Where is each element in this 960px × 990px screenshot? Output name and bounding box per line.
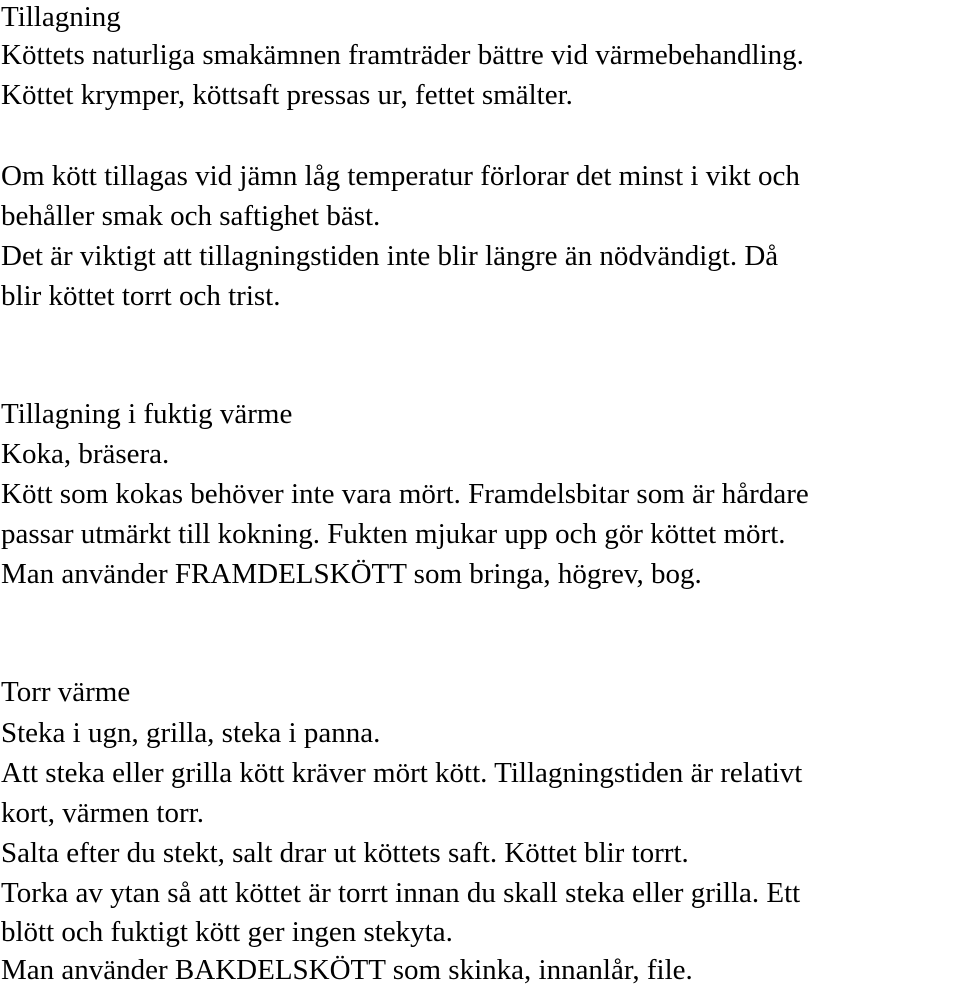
text-line: Salta efter du stekt, salt drar ut köttets saft. Köttet blir torrt. (1, 837, 689, 869)
heading-fuktig-varme: Tillagning i fuktig värme (1, 398, 293, 430)
text-line: Att steka eller grilla kött kräver mört kött. Tillagningstiden är relativt (1, 757, 803, 789)
text-line: Man använder BAKDELSKÖTT som skinka, innanlår, file. (1, 954, 693, 986)
heading-tillagning: Tillagning (1, 1, 121, 33)
text-line: Man använder FRAMDELSKÖTT som bringa, högrev, bog. (1, 558, 702, 590)
text-line: Köttet krymper, köttsaft pressas ur, fettet smälter. (1, 79, 573, 111)
text-line: Steka i ugn, grilla, steka i panna. (1, 717, 381, 749)
text-line: Kött som kokas behöver inte vara mört. Framdelsbitar som är hårdare (1, 478, 809, 510)
text-line: Köttets naturliga smakämnen framträder bättre vid värmebehandling. (1, 39, 804, 71)
text-line: Det är viktigt att tillagningstiden inte blir längre än nödvändigt. Då (1, 240, 779, 272)
heading-torr-varme: Torr värme (1, 676, 131, 708)
text-line: passar utmärkt till kokning. Fukten mjukar upp och gör köttet mört. (1, 518, 786, 550)
text-line: Om kött tillagas vid jämn låg temperatur förlorar det minst i vikt och (1, 160, 800, 192)
text-line: kort, värmen torr. (1, 797, 204, 829)
text-line: blir köttet torrt och trist. (1, 280, 281, 312)
text-line: Koka, bräsera. (1, 438, 170, 470)
text-line: behåller smak och saftighet bäst. (1, 200, 381, 232)
text-line: Torka av ytan så att köttet är torrt innan du skall steka eller grilla. Ett (1, 877, 801, 909)
text-line: blött och fuktigt kött ger ingen stekyta. (1, 916, 453, 948)
